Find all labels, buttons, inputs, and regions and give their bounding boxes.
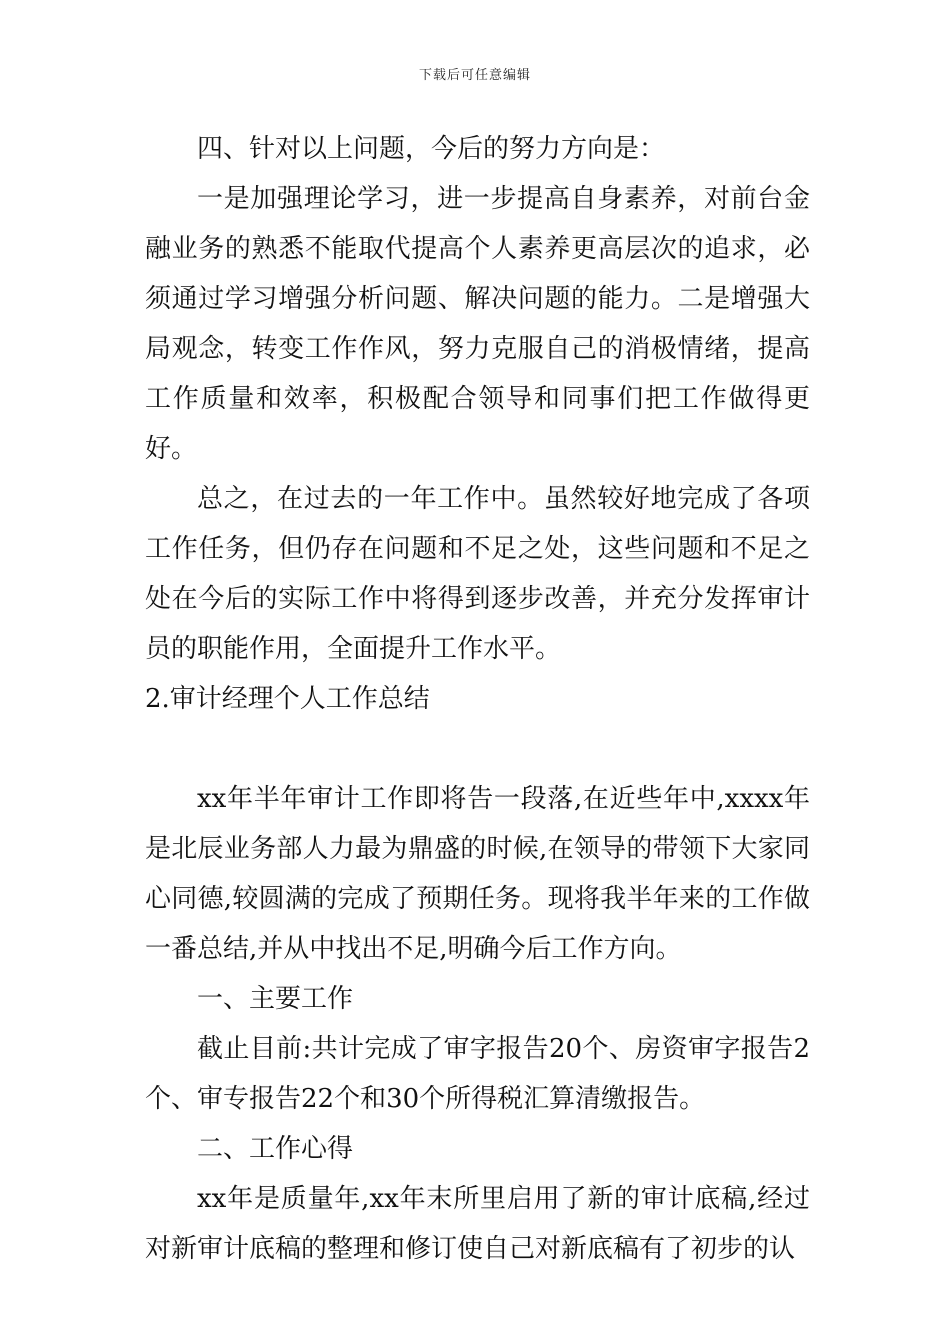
- paragraph-main-work: 截止目前:共计完成了审字报告20个、房资审字报告2个、审专报告22个和30个所得税汇算清缴报告。: [145, 1034, 810, 1114]
- section-heading-main-work: 一、主要工作: [197, 984, 354, 1014]
- blank-line: [145, 724, 810, 774]
- article-title: 2.审计经理个人工作总结: [145, 684, 430, 714]
- page-header-note: 下载后可任意编辑: [418, 68, 531, 83]
- paragraph-conclusion: 总之，在过去的一年工作中。虽然较好地完成了各项工作任务，但仍存在问题和不足之处，这些问题和不足之处在今后的实际工作中将得到逐步改善，并充分发挥审计员的职能作用，全面提升工作水平。: [145, 484, 810, 664]
- section-heading-experience: 二、工作心得: [197, 1134, 354, 1164]
- paragraph-experience: xx年是质量年,xx年末所里启用了新的审计底稿,经过对新审计底稿的整理和修订使自己对新底稿有了初步的认: [145, 1184, 810, 1264]
- paragraph-intro: xx年半年审计工作即将告一段落,在近些年中,xxxx年是北辰业务部人力最为鼎盛的时候,在领导的带领下大家同心同德,较圆满的完成了预期任务。现将我半年来的工作做一番总结,并从中找出不足,明确今后工作方向。: [145, 784, 810, 964]
- section-heading-improvement: 四、针对以上问题，今后的努力方向是：: [197, 134, 666, 164]
- document-body: [145, 124, 810, 1274]
- paragraph-improvement-plan: 一是加强理论学习，进一步提高自身素养，对前台金融业务的熟悉不能取代提高个人素养更高层次的追求，必须通过学习增强分析问题、解决问题的能力。二是增强大局观念，转变工作作风，努力克服自己的消极情绪，提高工作质量和效率，积极配合领导和同事们把工作做得更好。: [145, 184, 810, 464]
